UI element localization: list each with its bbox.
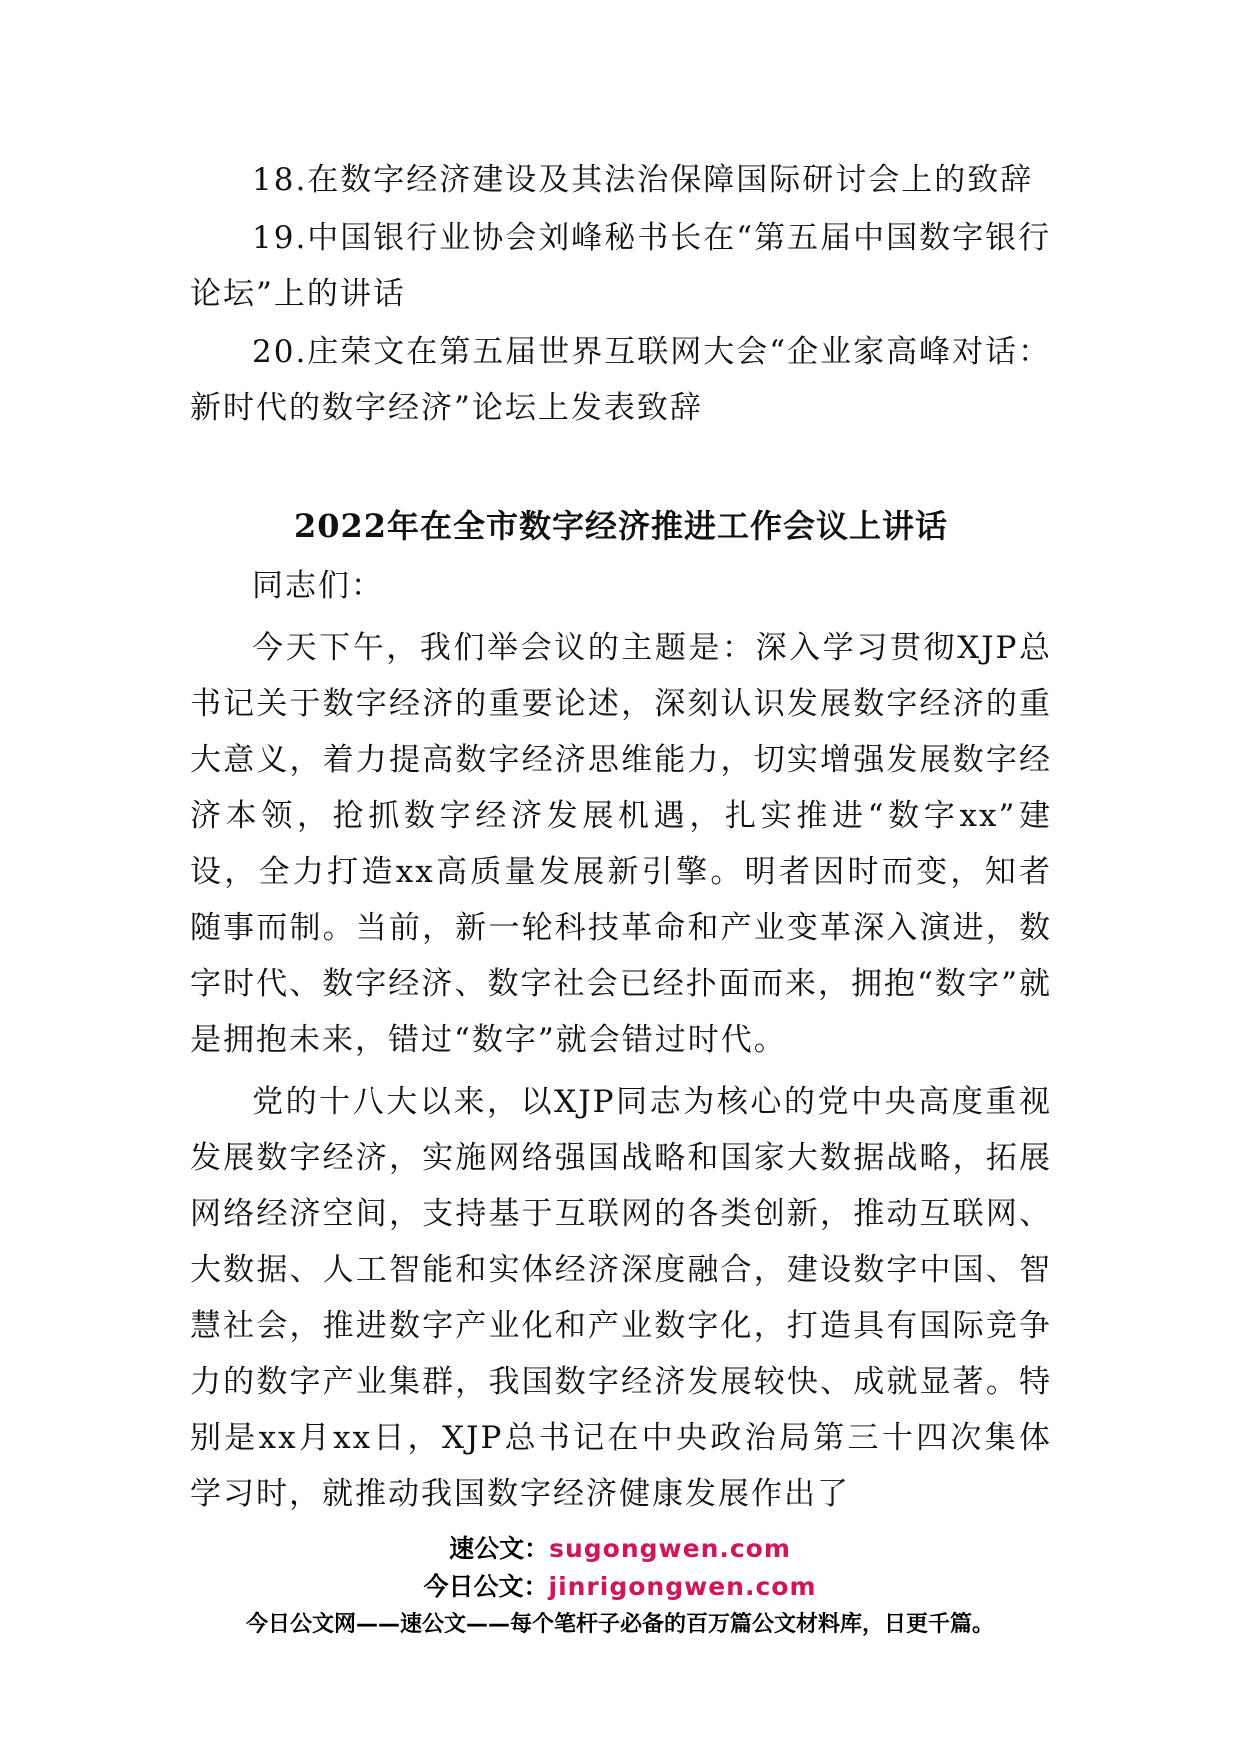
paragraph: 今天下午，我们举会议的主题是：深入学习贯彻XJP总书记关于数字经济的重要论述，深刻认识发展数字经济的重大意义，着力提高数字经济思维能力，切实增强发展数字经济本领，抢抓数字经济发展机遇，扎实推进“数字xx”建设，全力打造xx高质量发展新引擎。明者因时而变，知者随事而制。当前，新一轮科技革命和产业变革深入演进，数字时代、数字经济、数字社会已经扑面而来，拥抱“数字”就是拥抱未来，错过“数字”就会错过时代。 <box>190 630 1052 1058</box>
list-item: 18.在数字经济建设及其法治保障国际研讨会上的致辞 <box>252 162 1034 198</box>
list-item: 19.中国银行业协会刘峰秘书长在“第五届中国数字银行论坛”上的讲话 <box>190 220 1052 312</box>
salutation: 同志们： <box>252 568 384 604</box>
list-item: 20.庄荣文在第五届世界互联网大会“企业家高峰对话：新时代的数字经济”论坛上发表致辞 <box>190 334 1052 426</box>
footer-label: 速公文： <box>449 1534 550 1563</box>
speech-body <box>190 558 1052 1528</box>
footer-line-jinrigongwen <box>0 1570 1240 1604</box>
paragraph: 党的十八大以来，以XJP同志为核心的党中央高度重视发展数字经济，实施网络强国战略和国家大数据战略，拓展网络经济空间，支持基于互联网的各类创新，推动互联网、大数据、人工智能和实体经济深度融合，建设数字中国、智慧社会，推进数字产业化和产业数字化，打造具有国际竞争力的数字产业集群，我国数字经济发展较快、成就显著。特别是xx月xx日，XJP总书记在中央政治局第三十四次集体学习时，就推动我国数字经济健康发展作出了 <box>190 1084 1052 1512</box>
related-articles-list <box>190 152 1052 438</box>
footer-line-sugongwen <box>0 1532 1240 1566</box>
footer <box>0 1532 1240 1642</box>
document-title: 2022年在全市数字经济推进工作会议上讲话 <box>293 507 949 545</box>
footer-tagline: 今日公文网——速公文——每个笔杆子必备的百万篇公文材料库，日更千篇。 <box>245 1612 994 1637</box>
sugongwen-link[interactable]: sugongwen.com <box>549 1534 791 1563</box>
footer-label: 今日公文： <box>423 1572 549 1601</box>
jinrigongwen-link[interactable]: jinrigongwen.com <box>548 1572 817 1601</box>
